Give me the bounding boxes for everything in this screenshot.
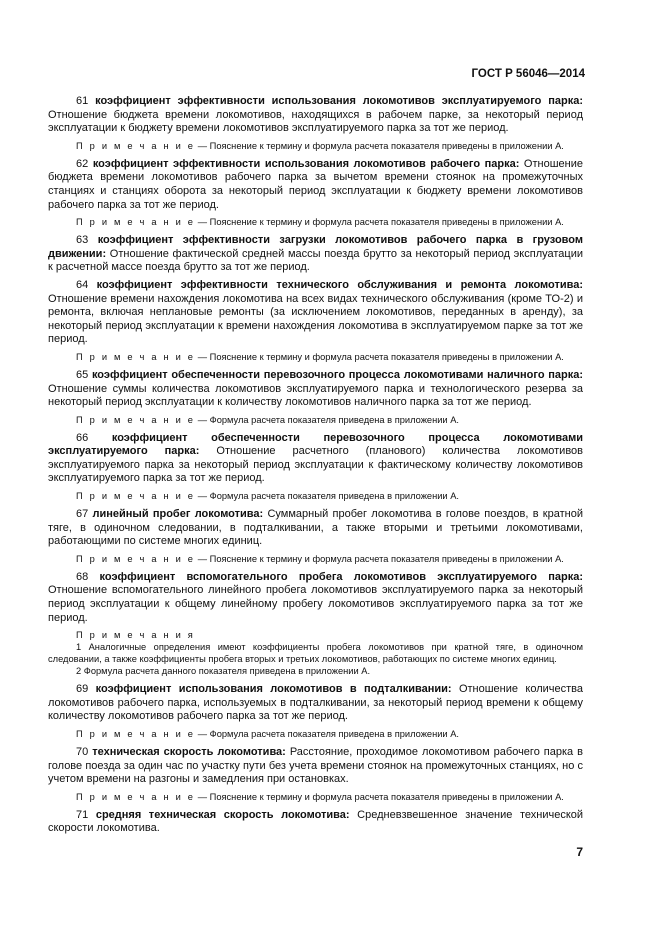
note-item-2: 2 Формула расчета данного показателя приведена в приложении А.	[76, 666, 371, 677]
term-entry-63: 63 коэффициент эффективности загрузки локомотивов рабочего парка в грузовом движении: Отношение фактической средней массы поезда брутто за некоторый период эксплуатации к расчетной массе поезда брутто за тот же период.	[48, 234, 584, 274]
note-64: П р и м е ч а н и е — Пояснение к термину и формула расчета показателя приведены в приложении А.	[76, 351, 564, 362]
terms-content	[48, 95, 583, 840]
term-entry-61: 61 коэффициент эффективности использования локомотивов эксплуатируемого парка: Отношение бюджета времени локомотивов, находящихся в рабочем парке, за некоторый период эксплуатации к бюджету времени локомотивов эксплуатируемого парка за тот же период.	[48, 95, 583, 135]
note-70: П р и м е ч а н и е — Пояснение к термину и формула расчета показателя приведены в приложении А.	[76, 791, 564, 802]
note-65: П р и м е ч а н и е — Формула расчета показателя приведена в приложении А.	[76, 414, 459, 425]
document-code: ГОСТ Р 56046—2014	[471, 68, 585, 80]
term-entry-67: 67 линейный пробег локомотива: Суммарный пробег локомотива в голове поездов, в кратной тяге, в одиночном следовании, в подталкивании, а также вторыми и третьими локомотивами, работающими по системе многих единиц.	[48, 508, 583, 548]
note-61: П р и м е ч а н и е — Пояснение к термину и формула расчета показателя приведены в приложении А.	[76, 140, 564, 151]
notes-68	[48, 629, 583, 677]
page-number: 7	[576, 845, 583, 859]
term-entry-62: 62 коэффициент эффективности использования локомотивов рабочего парка: Отношение бюджета времени локомотивов рабочего парка за вычетом времени стоянок на промежуточных станциях и станциях оборота за некоторый период эксплуатации к бюджету времени локомотивов рабочего парка за тот же период.	[48, 157, 583, 211]
note-67: П р и м е ч а н и е — Пояснение к термину и формула расчета показателя приведены в приложении А.	[76, 553, 564, 564]
term-entry-69: 69 коэффициент использования локомотивов в подталкивании: Отношение количества локомотивов рабочего парка, используемых в подталкивании, за некоторый период времени к общему количеству локомотивов рабочего парка за тот же период.	[48, 683, 583, 723]
note-66: П р и м е ч а н и е — Формула расчета показателя приведена в приложении А.	[76, 491, 459, 502]
term-entry-66: 66 коэффициент обеспеченности перевозочного процесса локомотивами эксплуатируемого парка: Отношение расчетного (планового) количества локомотивов эксплуатируемого парка за некоторый период эксплуатации к фактическому количеству локомотивов эксплуатируемого парка за тот же период.	[48, 431, 583, 485]
term-entry-64: 64 коэффициент эффективности технического обслуживания и ремонта локомотива: Отношение времени нахождения локомотива на всех видах технического обслуживания (кроме ТО-2) и ремонта, включая неплановые ремонты (за исключением локомотивов, переданных в аренду), за некоторый период эксплуатации к времени нахождения локомотива в эксплуатируемом парке за тот же период.	[48, 278, 584, 346]
note-item-1: 1 Аналогичные определения имеют коэффициенты пробега локомотивов при кратной тяге, в одиночном следовании, а также коэффициенты пробега вторых и третьих локомотивов, работающих по системе многих единиц.	[48, 642, 583, 665]
notes-heading: П р и м е ч а н и я	[76, 630, 196, 641]
term-entry-68: 68 коэффициент вспомогательного пробега локомотивов эксплуатируемого парка: Отношение вспомогательного линейного пробега локомотивов эксплуатируемого парка за некоторый период эксплуатации к общему линейному пробегу локомотивов эксплуатируемого парка за тот же период.	[48, 570, 583, 624]
note-69: П р и м е ч а н и е — Формула расчета показателя приведена в приложении А.	[76, 729, 459, 739]
note-62: П р и м е ч а н и е — Пояснение к термину и формула расчета показателя приведены в приложении А.	[76, 217, 564, 228]
term-entry-65: 65 коэффициент обеспеченности перевозочного процесса локомотивами наличного парка: Отношение суммы количества локомотивов эксплуатируемого парка и технологического резерва за некоторый период эксплуатации к количеству локомотивов наличного парка за тот же период.	[48, 368, 583, 409]
term-entry-70: 70 техническая скорость локомотива: Расстояние, проходимое локомотивом рабочего парка в голове поезда за один час по участку пути без учета времени стоянок на промежуточных станциях, но с учетом времени на разгоны и замедления при остановках.	[48, 746, 583, 786]
term-entry-71: 71 средняя техническая скорость локомотива: Средневзвешенное значение технической скорости локомотива.	[48, 808, 584, 835]
